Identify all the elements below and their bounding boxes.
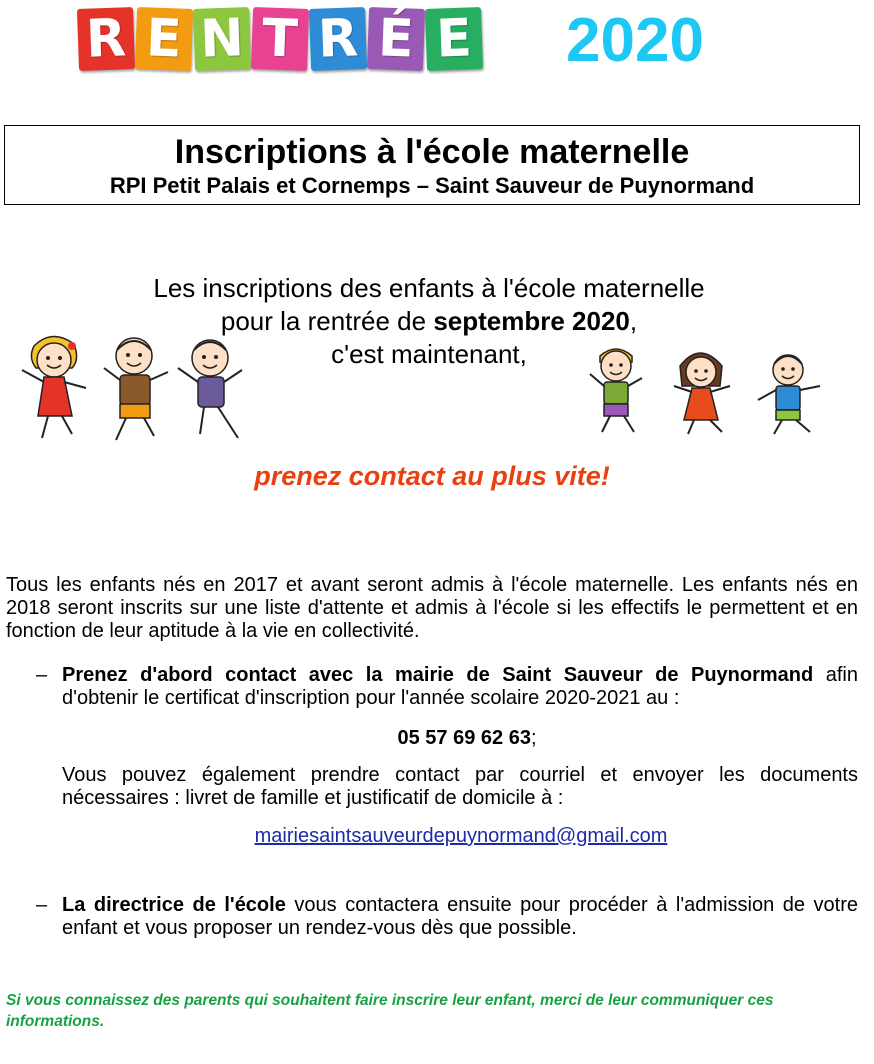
bullet-dash-1: – [36, 664, 48, 686]
intro-line-2-suffix: , [629, 306, 638, 336]
title-box [4, 125, 860, 205]
intro-line-2-date: septembre 2020 [433, 306, 630, 336]
email-instructions: Vous pouvez également prendre contact par courriel et envoyer les documents nécessaires : livret de famille et justificatif de domicile à : [62, 764, 858, 809]
logo-letter-tile: N [193, 7, 251, 71]
call-to-action: prenez contact au plus vite! [254, 461, 610, 491]
logo-letter-tile: R [77, 7, 135, 71]
bullet-dash-2: – [36, 894, 48, 916]
list-item-directrice-bold: La directrice de l'école [62, 894, 286, 916]
intro-text [0, 272, 858, 371]
logo-letter-tile: T [251, 7, 309, 71]
list-item-directrice [62, 894, 858, 940]
list-item-mairie-bold: Prenez d'abord contact avec la mairie de Saint Sauveur de Puynormand [62, 664, 814, 686]
intro-line-2 [0, 305, 858, 338]
list-item-mairie [62, 664, 858, 710]
email-link[interactable]: mairiesaintsauveurdepuynormand@gmail.com [254, 825, 668, 847]
footer-note: Si vous connaissez des parents qui souhaitent faire inscrire leur enfant, merci de leur communiquer ces informations. [6, 992, 774, 1030]
year-heading: 2020 [566, 6, 704, 75]
logo-letter-tile: E [135, 7, 193, 71]
page-title: Inscriptions à l'école maternelle [174, 133, 690, 171]
list-item-directrice-text: vous contactera ensuite pour procéder à l'admission de votre enfant et vous proposer un rendez-vous dès que possible. [62, 894, 859, 939]
rentree-logo [78, 8, 482, 70]
logo-letter-tile: R [309, 7, 367, 71]
list-item-mairie-text: afin d'obtenir le certificat d'inscription pour l'année scolaire 2020-2021 au : [62, 664, 858, 709]
phone-suffix: ; [530, 727, 537, 749]
intro-line-1: Les inscriptions des enfants à l'école maternelle [153, 273, 705, 303]
logo-letter-tile: E [425, 7, 483, 71]
logo-letter-tile: É [367, 7, 425, 71]
intro-line-2-prefix: pour la rentrée de [220, 306, 434, 336]
eligibility-paragraph: Tous les enfants nés en 2017 et avant seront admis à l'école maternelle. Les enfants nés en 2018 seront inscrits sur une liste d'attente et admis à l'école si les effectifs le permettent et en fonction de leur aptitude à la vie en collectivité. [6, 574, 858, 642]
phone-value: 05 57 69 62 63 [397, 727, 531, 749]
page-subtitle: RPI Petit Palais et Cornemps – Saint Sauveur de Puynormand [109, 173, 755, 198]
phone-number [0, 727, 874, 750]
intro-line-3: c'est maintenant, [331, 339, 527, 369]
